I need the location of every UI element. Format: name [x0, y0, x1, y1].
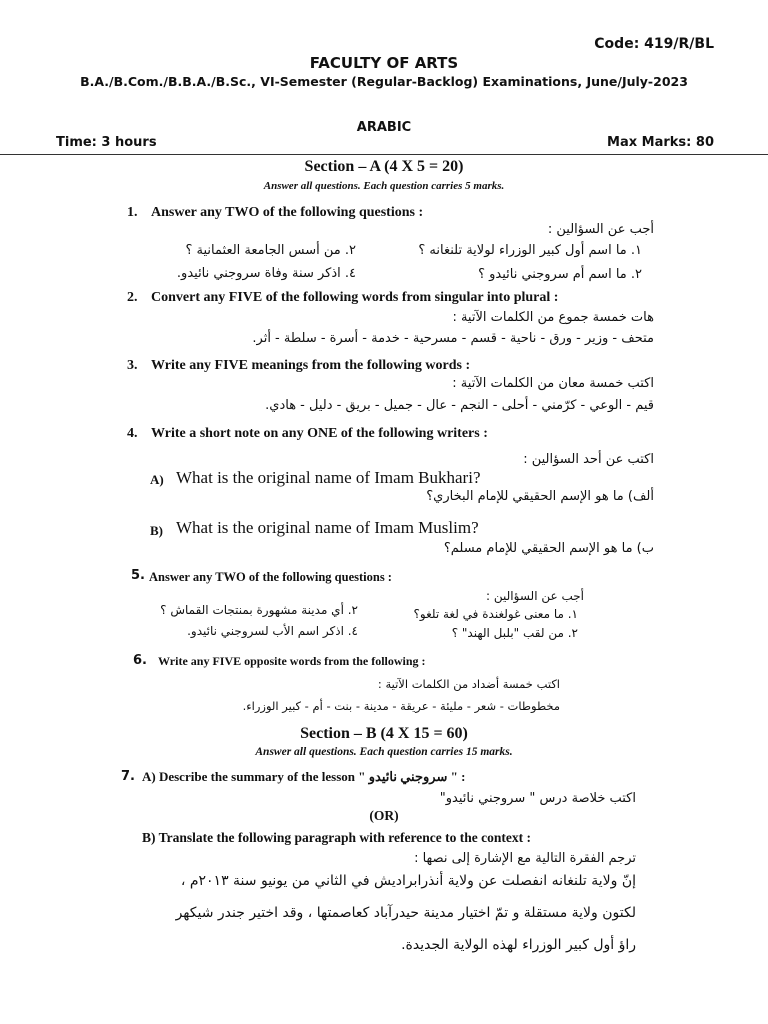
- q1-number: 1.: [127, 205, 138, 220]
- q4-text: Write a short note on any ONE of the following writers :: [151, 426, 488, 441]
- paper-code: Code: 419/R/BL: [594, 36, 714, 52]
- q2-text: Convert any FIVE of the following words from singular into plural :: [151, 290, 559, 305]
- q4-b-label: B): [150, 523, 163, 538]
- q1-option-1: ١. ما اسم أول كبير الوزراء لولاية تلنغانه ؟: [418, 243, 642, 258]
- q3-arabic-words: قيم - الوعي - كرّمني - أحلى - النجم - عال - جميل - بريق - دليل - هادي.: [265, 398, 654, 413]
- q1-option-3: ٢. ما اسم أم سروجني نائيدو ؟: [478, 267, 642, 282]
- q5-option-3: ٢. من لقب "بلبل الهند" ؟: [451, 626, 578, 640]
- q4-a-label: A): [150, 472, 164, 487]
- q6-arabic-words: مخطوطات - شعر - مليئة - عريقة - مدينة - بنت - أم - كبير الوزراء.: [242, 699, 560, 713]
- section-a-title: Section – A (4 X 5 = 20): [304, 158, 464, 175]
- q5-option-4: ٤. اذكر اسم الأب لسروجني نائيدو.: [187, 624, 358, 638]
- section-a-instruction: Answer all questions. Each question carries 5 marks.: [263, 180, 505, 192]
- q7-paragraph-line-1: إنّ ولاية تلنغانه انفصلت عن ولاية أنذرابراديش في الثاني من يونيو سنة ٢٠١٣م ،: [180, 873, 636, 889]
- section-b-title: Section – B (4 X 15 = 60): [300, 725, 468, 742]
- q4-a-text: What is the original name of Imam Bukhari?: [176, 468, 481, 487]
- q4-b-text: What is the original name of Imam Muslim?: [176, 518, 479, 537]
- q6-arabic-title: اكتب خمسة أضداد من الكلمات الآتية :: [377, 677, 560, 691]
- max-marks-label: Max Marks: 80: [607, 135, 714, 150]
- q4-a-arabic: ألف) ما هو الإسم الحقيقي للإمام البخاري؟: [426, 489, 654, 504]
- section-b-instruction: Answer all questions. Each question carries 15 marks.: [255, 746, 513, 758]
- subject-title: ARABIC: [356, 120, 412, 135]
- q7-number: 7.: [121, 769, 135, 784]
- q1-option-2: ٢. من أسس الجامعة العثمانية ؟: [185, 243, 356, 258]
- faculty-title: FACULTY OF ARTS: [309, 54, 459, 72]
- q1-arabic-title: أجب عن السؤالين :: [547, 222, 654, 237]
- q6-text: Write any FIVE opposite words from the following :: [158, 654, 426, 668]
- q2-number: 2.: [127, 290, 138, 305]
- q4-number: 4.: [127, 426, 138, 441]
- q6-number: 6.: [133, 653, 147, 668]
- q7-paragraph-line-2: لكتون ولاية مستقلة و تمّ اختيار مدينة حيدرآباد كعاصمتها ، وقد اختير جندر شيكهر: [175, 905, 636, 921]
- q7-a-text: A) Describe the summary of the lesson " سروجني نائيدو " :: [142, 769, 466, 784]
- q4-b-arabic: ب) ما هو الإسم الحقيقي للإمام مسلم؟: [443, 541, 654, 556]
- q1-text: Answer any TWO of the following questions :: [151, 205, 424, 220]
- q4-arabic-title: اكتب عن أحد السؤالين :: [523, 452, 654, 467]
- q5-option-1: ١. ما معنى غولغندة في لغة تلغو؟: [413, 607, 578, 621]
- q5-text: Answer any TWO of the following questions :: [149, 570, 392, 584]
- q2-arabic-words: متحف - وزير - ورق - ناحية - قسم - مسرحية - خدمة - أسرة - سلطة - أثر.: [252, 331, 654, 346]
- q1-option-4: ٤. اذكر سنة وفاة سروجني نائيدو.: [176, 266, 356, 281]
- q7-paragraph-line-3: راؤ أول كبير الوزراء لهذه الولاية الجديدة.: [401, 937, 636, 953]
- q7-b-text: B) Translate the following paragraph with reference to the context :: [142, 830, 531, 845]
- q3-number: 3.: [127, 358, 138, 373]
- q7-or-divider: (OR): [369, 808, 399, 823]
- header-divider: [0, 154, 768, 155]
- q7-a-arabic: اكتب خلاصة درس " سروجني نائيدو": [439, 791, 636, 806]
- q3-arabic-title: اكتب خمسة معان من الكلمات الآتية :: [452, 376, 654, 391]
- q5-option-2: ٢. أي مدينة مشهورة بمنتجات القماش ؟: [160, 603, 358, 617]
- time-label: Time: 3 hours: [56, 135, 157, 150]
- q5-number: 5.: [131, 568, 145, 583]
- q7-b-arabic-title: ترجم الفقرة التالية مع الإشارة إلى نصها :: [414, 851, 636, 866]
- exam-title: B.A./B.Com./B.B.A./B.Sc., VI-Semester (Regular-Backlog) Examinations, June/July-2023: [80, 74, 688, 89]
- q3-text: Write any FIVE meanings from the following words :: [151, 358, 471, 373]
- q5-arabic-title: أجب عن السؤالين :: [486, 589, 584, 603]
- q2-arabic-title: هات خمسة جموع من الكلمات الآتية :: [452, 310, 654, 325]
